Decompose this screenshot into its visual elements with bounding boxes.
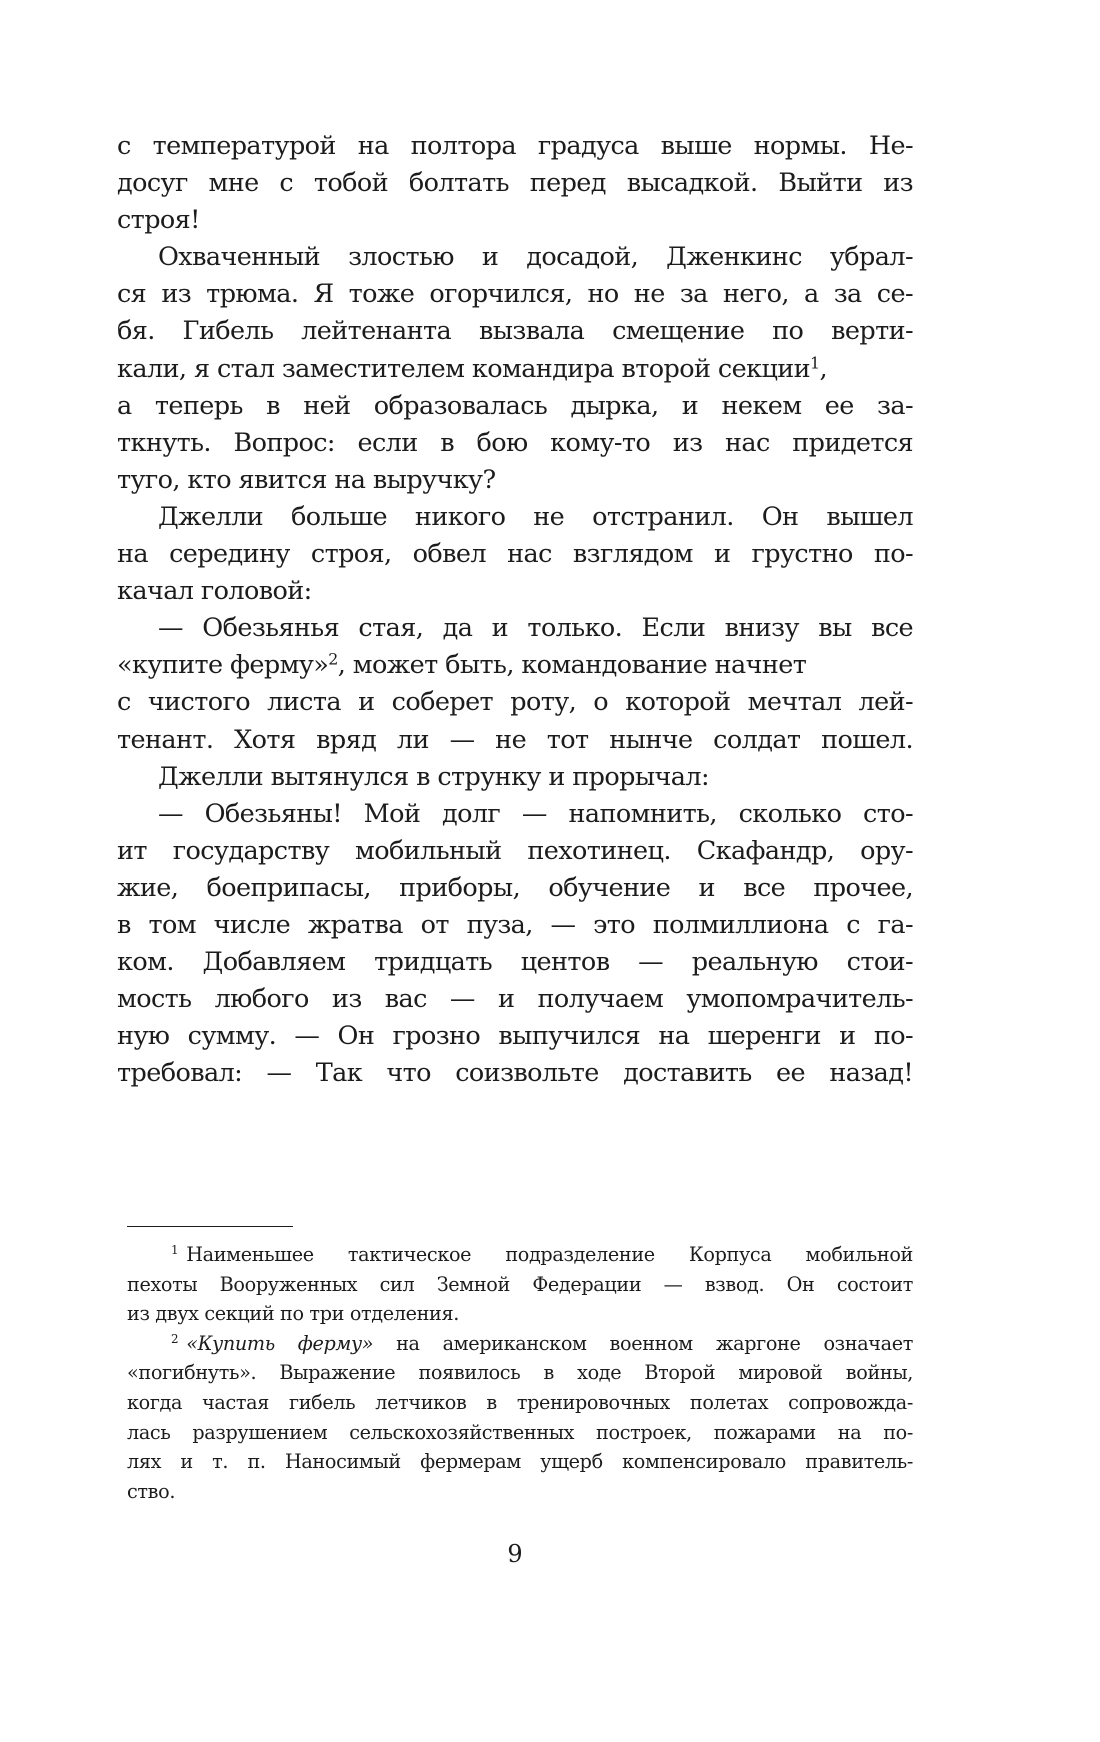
text-line: Охваченный злостью и досадой, Дженкинс убрал- [158, 242, 913, 273]
text-line [117, 351, 913, 388]
text-line: бя. Гибель лейтенанта вызвала смещение по верти- [117, 316, 913, 347]
footnote-2-line: лях и т. п. Наносимый фермерам ущерб компенсировало правитель- [127, 1450, 913, 1474]
text-line: с температурой на полтора градуса выше нормы. Не- [117, 131, 913, 161]
text-fragment: кали, я стал заместителем командира второй секции [117, 353, 811, 384]
text-line: требовал: — Так что соизвольте доставить ее назад! [117, 1058, 913, 1089]
text-line: досуг мне с тобой болтать перед высадкой. Выйти из [117, 168, 913, 199]
main-text [117, 128, 913, 1092]
text-fragment: , [819, 353, 827, 384]
footnotes [127, 1240, 913, 1506]
text-line: а теперь в ней образовалась дырка, и некем ее за- [117, 390, 913, 421]
footnote-marker-2: 2 [171, 1332, 179, 1347]
text-line: ит государству мобильный пехотинец. Скафандр, ору- [117, 835, 913, 866]
footnote-2-line: когда частая гибель летчиков в тренировочных полетах сопровожда- [127, 1390, 913, 1414]
text-line: на середину строя, обвел нас взглядом и грустно по- [117, 539, 913, 570]
text-line: — Обезьянья стая, да и только. Если внизу вы все [158, 613, 913, 644]
text-fragment: на американском военном жаргоне означает [373, 1331, 913, 1355]
text-line: ткнуть. Вопрос: если в бою кому-то из нас придется [117, 427, 913, 458]
text-line: качал головой: [117, 576, 312, 607]
text-line: с чистого листа и соберет роту, о которой мечтал лей- [117, 687, 913, 718]
text-fragment: Наименьшее тактическое подразделение Корпуса мобильной [186, 1243, 913, 1266]
footnote-ref-1[interactable]: 1 [810, 352, 820, 372]
text-line: жие, боеприпасы, приборы, обучение и все прочее, [117, 872, 913, 903]
footnote-2-line: ство. [127, 1479, 176, 1503]
text-line: строя! [117, 205, 200, 236]
footnote-ref-2[interactable]: 2 [328, 649, 338, 669]
text-fragment: , может быть, командование начнет [337, 650, 807, 681]
footnote-2-line: лась разрушением сельскохозяйственных построек, пожарами на по- [127, 1420, 913, 1444]
text-line: мость любого из вас — и получаем умопомрачитель- [117, 984, 913, 1015]
text-line [117, 647, 913, 684]
footnote-1-line [127, 1240, 913, 1270]
text-line: ся из трюма. Я тоже огорчился, но не за него, а за се- [117, 279, 913, 310]
page-number: 9 [507, 1540, 523, 1568]
footnote-marker-1: 1 [171, 1243, 179, 1258]
text-line: Джелли больше никого не отстранил. Он вышел [158, 501, 913, 532]
footnote-2-line: «погибнуть». Выражение появилось в ходе Второй мировой войны, [127, 1361, 913, 1385]
footnote-1-line: из двух секций по три отделения. [127, 1302, 459, 1326]
footnote-2-line [127, 1329, 913, 1359]
text-line: в том числе жратва от пуза, — это полмиллиона с га- [117, 909, 913, 940]
footnote-1-line: пехоты Вооруженных сил Земной Федерации — взвод. Он состоит [127, 1272, 913, 1296]
footnote-term: «Купить ферму» [186, 1331, 374, 1355]
text-line: ную сумму. — Он грозно выпучился на шеренги и по- [117, 1021, 913, 1052]
text-line: Джелли вытянулся в струнку и прорычал: [158, 761, 709, 792]
text-line: — Обезьяны! Мой долг — напомнить, сколько сто- [158, 798, 913, 829]
text-line: тенант. Хотя вряд ли — не тот нынче солдат пошел. [117, 724, 913, 755]
footnote-separator [127, 1226, 293, 1227]
text-line: туго, кто явится на выручку? [117, 464, 496, 495]
text-fragment: «купите ферму» [117, 650, 329, 681]
text-line: ком. Добавляем тридцать центов — реальную стои- [117, 947, 913, 978]
